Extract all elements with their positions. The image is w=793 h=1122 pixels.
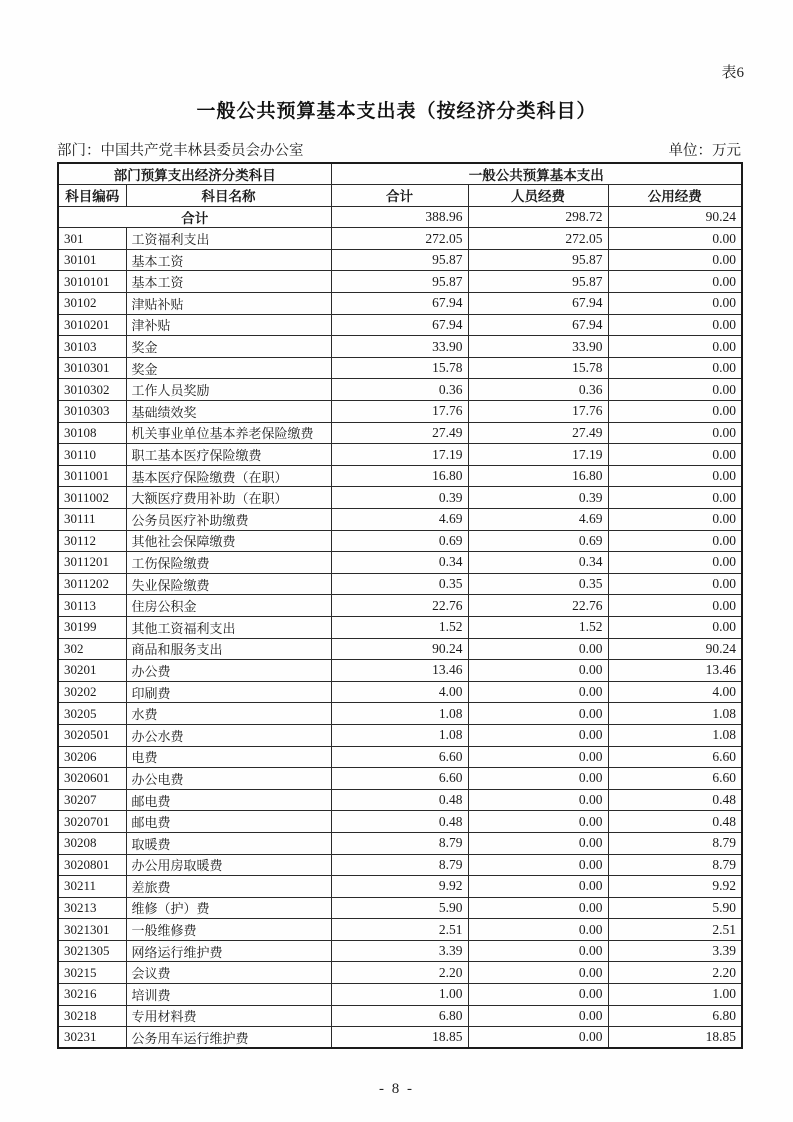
subject-code-cell: 3021301 xyxy=(58,919,126,941)
grand-total-label: 合计 xyxy=(58,206,331,228)
personnel-amount-cell: 0.34 xyxy=(468,552,608,574)
subject-code-cell: 3010201 xyxy=(58,314,126,336)
page-title: 一般公共预算基本支出表（按经济分类科目） xyxy=(196,101,597,122)
subject-name-cell: 电费 xyxy=(126,746,331,768)
table-row xyxy=(58,832,742,854)
table-row xyxy=(58,681,742,703)
table-body xyxy=(58,206,742,1048)
personnel-amount-cell: 0.00 xyxy=(468,940,608,962)
subject-code-cell: 30215 xyxy=(58,962,126,984)
personnel-amount-cell: 16.80 xyxy=(468,465,608,487)
public-amount-cell: 0.00 xyxy=(608,616,742,638)
total-amount-cell: 16.80 xyxy=(331,465,468,487)
table-row xyxy=(58,854,742,876)
public-amount-cell: 13.46 xyxy=(608,660,742,682)
personnel-amount-cell: 0.00 xyxy=(468,638,608,660)
public-amount-cell: 8.79 xyxy=(608,854,742,876)
table-row xyxy=(58,336,742,358)
total-amount-cell: 13.46 xyxy=(331,660,468,682)
table-row xyxy=(58,1027,742,1049)
grand-total-row xyxy=(58,206,742,228)
subject-code-cell: 3011001 xyxy=(58,465,126,487)
public-amount-cell: 0.00 xyxy=(608,422,742,444)
table-row xyxy=(58,422,742,444)
subject-name-cell: 职工基本医疗保险缴费 xyxy=(126,444,331,466)
total-amount-cell: 27.49 xyxy=(331,422,468,444)
table-row xyxy=(58,595,742,617)
total-amount-cell: 0.48 xyxy=(331,811,468,833)
table-row xyxy=(58,401,742,423)
subject-code-cell: 30202 xyxy=(58,681,126,703)
subject-name-cell: 网络运行维护费 xyxy=(126,940,331,962)
total-amount-cell: 6.80 xyxy=(331,1005,468,1027)
subject-code-cell: 30113 xyxy=(58,595,126,617)
subject-code-cell: 3020601 xyxy=(58,768,126,790)
personnel-amount-cell: 95.87 xyxy=(468,249,608,271)
subject-name-cell: 津贴补贴 xyxy=(126,293,331,315)
personnel-amount-cell: 0.00 xyxy=(468,681,608,703)
total-amount-cell: 17.76 xyxy=(331,401,468,423)
public-amount-cell: 0.00 xyxy=(608,595,742,617)
personnel-amount-cell: 1.52 xyxy=(468,616,608,638)
subject-name-cell: 大额医疗费用补助（在职） xyxy=(126,487,331,509)
table-row xyxy=(58,293,742,315)
table-row xyxy=(58,897,742,919)
public-amount-cell: 0.00 xyxy=(608,357,742,379)
personnel-amount-cell: 0.00 xyxy=(468,811,608,833)
subject-name-cell: 公务用车运行维护费 xyxy=(126,1027,331,1049)
subject-code-cell: 3010303 xyxy=(58,401,126,423)
subject-code-cell: 3011201 xyxy=(58,552,126,574)
total-amount-cell: 6.60 xyxy=(331,768,468,790)
table-row xyxy=(58,465,742,487)
total-amount-cell: 3.39 xyxy=(331,940,468,962)
subject-code-cell: 30206 xyxy=(58,746,126,768)
table-row xyxy=(58,271,742,293)
public-amount-cell: 0.00 xyxy=(608,293,742,315)
subject-name-cell: 住房公积金 xyxy=(126,595,331,617)
total-amount-cell: 8.79 xyxy=(331,832,468,854)
subject-name-cell: 奖金 xyxy=(126,336,331,358)
table-row xyxy=(58,984,742,1006)
personnel-amount-cell: 0.00 xyxy=(468,984,608,1006)
public-amount-cell: 90.24 xyxy=(608,638,742,660)
personnel-amount-cell: 0.00 xyxy=(468,854,608,876)
total-amount-cell: 90.24 xyxy=(331,638,468,660)
personnel-amount-cell: 0.00 xyxy=(468,660,608,682)
total-amount-cell: 0.39 xyxy=(331,487,468,509)
subject-name-cell: 其他社会保障缴费 xyxy=(126,530,331,552)
total-amount-cell: 17.19 xyxy=(331,444,468,466)
public-amount-cell: 4.00 xyxy=(608,681,742,703)
table-row xyxy=(58,530,742,552)
total-amount-cell: 2.51 xyxy=(331,919,468,941)
grand-total-personnel: 298.72 xyxy=(468,206,608,228)
column-header-code: 科目编码 xyxy=(58,185,126,207)
subject-name-cell: 一般维修费 xyxy=(126,919,331,941)
subject-code-cell: 30231 xyxy=(58,1027,126,1049)
public-amount-cell: 0.00 xyxy=(608,228,742,250)
table-row xyxy=(58,811,742,833)
public-amount-cell: 18.85 xyxy=(608,1027,742,1049)
public-amount-cell: 0.00 xyxy=(608,271,742,293)
total-amount-cell: 0.69 xyxy=(331,530,468,552)
subject-code-cell: 30207 xyxy=(58,789,126,811)
subject-name-cell: 办公用房取暖费 xyxy=(126,854,331,876)
personnel-amount-cell: 0.00 xyxy=(468,1027,608,1049)
subject-name-cell: 其他工资福利支出 xyxy=(126,616,331,638)
public-amount-cell: 0.00 xyxy=(608,444,742,466)
subject-code-cell: 30110 xyxy=(58,444,126,466)
subject-name-cell: 会议费 xyxy=(126,962,331,984)
grand-total-total: 388.96 xyxy=(331,206,468,228)
total-amount-cell: 9.92 xyxy=(331,876,468,898)
public-amount-cell: 0.00 xyxy=(608,379,742,401)
grand-total-public: 90.24 xyxy=(608,206,742,228)
public-amount-cell: 8.79 xyxy=(608,832,742,854)
personnel-amount-cell: 22.76 xyxy=(468,595,608,617)
total-amount-cell: 1.08 xyxy=(331,703,468,725)
table-row xyxy=(58,660,742,682)
personnel-amount-cell: 67.94 xyxy=(468,314,608,336)
subject-code-cell: 30112 xyxy=(58,530,126,552)
header-group-left: 部门预算支出经济分类科目 xyxy=(58,163,331,185)
subject-code-cell: 30201 xyxy=(58,660,126,682)
subject-name-cell: 办公电费 xyxy=(126,768,331,790)
personnel-amount-cell: 0.00 xyxy=(468,746,608,768)
public-amount-cell: 2.51 xyxy=(608,919,742,941)
subject-code-cell: 30213 xyxy=(58,897,126,919)
personnel-amount-cell: 95.87 xyxy=(468,271,608,293)
public-amount-cell: 0.00 xyxy=(608,509,742,531)
subject-name-cell: 办公水费 xyxy=(126,724,331,746)
personnel-amount-cell: 0.36 xyxy=(468,379,608,401)
table-row xyxy=(58,703,742,725)
column-header-public: 公用经费 xyxy=(608,185,742,207)
total-amount-cell: 0.36 xyxy=(331,379,468,401)
subject-code-cell: 3010301 xyxy=(58,357,126,379)
personnel-amount-cell: 17.76 xyxy=(468,401,608,423)
table-row xyxy=(58,487,742,509)
personnel-amount-cell: 67.94 xyxy=(468,293,608,315)
subject-code-cell: 3020701 xyxy=(58,811,126,833)
subject-name-cell: 水费 xyxy=(126,703,331,725)
subject-name-cell: 津补贴 xyxy=(126,314,331,336)
budget-table xyxy=(57,162,743,1049)
subject-name-cell: 培训费 xyxy=(126,984,331,1006)
subject-code-cell: 30216 xyxy=(58,984,126,1006)
public-amount-cell: 0.00 xyxy=(608,487,742,509)
subject-name-cell: 基础绩效奖 xyxy=(126,401,331,423)
subject-code-cell: 30208 xyxy=(58,832,126,854)
subject-code-cell: 30199 xyxy=(58,616,126,638)
total-amount-cell: 18.85 xyxy=(331,1027,468,1049)
table-row xyxy=(58,638,742,660)
table-row xyxy=(58,724,742,746)
subject-name-cell: 专用材料费 xyxy=(126,1005,331,1027)
personnel-amount-cell: 272.05 xyxy=(468,228,608,250)
total-amount-cell: 95.87 xyxy=(331,249,468,271)
public-amount-cell: 1.08 xyxy=(608,724,742,746)
personnel-amount-cell: 17.19 xyxy=(468,444,608,466)
personnel-amount-cell: 0.00 xyxy=(468,897,608,919)
subject-name-cell: 商品和服务支出 xyxy=(126,638,331,660)
personnel-amount-cell: 0.00 xyxy=(468,703,608,725)
subject-code-cell: 3011202 xyxy=(58,573,126,595)
total-amount-cell: 272.05 xyxy=(331,228,468,250)
subject-code-cell: 3021305 xyxy=(58,940,126,962)
public-amount-cell: 1.00 xyxy=(608,984,742,1006)
subject-name-cell: 公务员医疗补助缴费 xyxy=(126,509,331,531)
public-amount-cell: 0.00 xyxy=(608,249,742,271)
public-amount-cell: 0.00 xyxy=(608,552,742,574)
public-amount-cell: 0.00 xyxy=(608,573,742,595)
subject-name-cell: 工资福利支出 xyxy=(126,228,331,250)
public-amount-cell: 0.00 xyxy=(608,530,742,552)
public-amount-cell: 0.00 xyxy=(608,401,742,423)
personnel-amount-cell: 0.00 xyxy=(468,724,608,746)
meta-line xyxy=(57,139,741,160)
personnel-amount-cell: 27.49 xyxy=(468,422,608,444)
table-row xyxy=(58,919,742,941)
public-amount-cell: 9.92 xyxy=(608,876,742,898)
subject-name-cell: 基本工资 xyxy=(126,249,331,271)
table-row xyxy=(58,444,742,466)
personnel-amount-cell: 0.00 xyxy=(468,789,608,811)
table-row xyxy=(58,962,742,984)
table-row xyxy=(58,552,742,574)
subject-name-cell: 邮电费 xyxy=(126,789,331,811)
column-header-total: 合计 xyxy=(331,185,468,207)
subject-code-cell: 3020501 xyxy=(58,724,126,746)
subject-code-cell: 30101 xyxy=(58,249,126,271)
subject-code-cell: 30211 xyxy=(58,876,126,898)
table-row xyxy=(58,509,742,531)
table-row xyxy=(58,876,742,898)
table-row xyxy=(58,940,742,962)
table-row xyxy=(58,249,742,271)
total-amount-cell: 0.48 xyxy=(331,789,468,811)
total-amount-cell: 0.35 xyxy=(331,573,468,595)
subject-name-cell: 机关事业单位基本养老保险缴费 xyxy=(126,422,331,444)
subject-name-cell: 印刷费 xyxy=(126,681,331,703)
public-amount-cell: 3.39 xyxy=(608,940,742,962)
subject-code-cell: 30103 xyxy=(58,336,126,358)
table-row xyxy=(58,789,742,811)
total-amount-cell: 4.69 xyxy=(331,509,468,531)
personnel-amount-cell: 0.00 xyxy=(468,768,608,790)
total-amount-cell: 95.87 xyxy=(331,271,468,293)
total-amount-cell: 67.94 xyxy=(331,293,468,315)
personnel-amount-cell: 15.78 xyxy=(468,357,608,379)
personnel-amount-cell: 0.35 xyxy=(468,573,608,595)
personnel-amount-cell: 0.00 xyxy=(468,1005,608,1027)
table-row xyxy=(58,357,742,379)
subject-code-cell: 3010302 xyxy=(58,379,126,401)
public-amount-cell: 0.00 xyxy=(608,314,742,336)
subject-name-cell: 奖金 xyxy=(126,357,331,379)
subject-name-cell: 工伤保险缴费 xyxy=(126,552,331,574)
subject-code-cell: 30102 xyxy=(58,293,126,315)
table-row xyxy=(58,616,742,638)
public-amount-cell: 6.60 xyxy=(608,768,742,790)
subject-name-cell: 差旅费 xyxy=(126,876,331,898)
public-amount-cell: 1.08 xyxy=(608,703,742,725)
subject-code-cell: 3011002 xyxy=(58,487,126,509)
table-row xyxy=(58,746,742,768)
subject-code-cell: 30205 xyxy=(58,703,126,725)
unit-label: 单位：万元 xyxy=(668,143,741,159)
table-row xyxy=(58,573,742,595)
subject-code-cell: 30218 xyxy=(58,1005,126,1027)
total-amount-cell: 5.90 xyxy=(331,897,468,919)
personnel-amount-cell: 0.00 xyxy=(468,832,608,854)
subject-code-cell: 30108 xyxy=(58,422,126,444)
table-row xyxy=(58,768,742,790)
column-header-name: 科目名称 xyxy=(126,185,331,207)
table-row xyxy=(58,379,742,401)
subject-name-cell: 维修（护）费 xyxy=(126,897,331,919)
column-header-personnel: 人员经费 xyxy=(468,185,608,207)
total-amount-cell: 15.78 xyxy=(331,357,468,379)
personnel-amount-cell: 0.00 xyxy=(468,919,608,941)
public-amount-cell: 6.80 xyxy=(608,1005,742,1027)
total-amount-cell: 1.08 xyxy=(331,724,468,746)
subject-name-cell: 办公费 xyxy=(126,660,331,682)
total-amount-cell: 0.34 xyxy=(331,552,468,574)
subject-code-cell: 301 xyxy=(58,228,126,250)
total-amount-cell: 6.60 xyxy=(331,746,468,768)
personnel-amount-cell: 4.69 xyxy=(468,509,608,531)
total-amount-cell: 1.00 xyxy=(331,984,468,1006)
header-columns-row xyxy=(58,185,742,207)
personnel-amount-cell: 0.00 xyxy=(468,876,608,898)
subject-name-cell: 基本医疗保险缴费（在职） xyxy=(126,465,331,487)
table-tag: 表6 xyxy=(721,65,744,81)
public-amount-cell: 6.60 xyxy=(608,746,742,768)
total-amount-cell: 1.52 xyxy=(331,616,468,638)
public-amount-cell: 5.90 xyxy=(608,897,742,919)
personnel-amount-cell: 0.39 xyxy=(468,487,608,509)
personnel-amount-cell: 33.90 xyxy=(468,336,608,358)
header-group-row xyxy=(58,163,742,185)
subject-code-cell: 3020801 xyxy=(58,854,126,876)
public-amount-cell: 0.48 xyxy=(608,789,742,811)
total-amount-cell: 67.94 xyxy=(331,314,468,336)
header-group-right: 一般公共预算基本支出 xyxy=(331,163,742,185)
table-row xyxy=(58,228,742,250)
total-amount-cell: 4.00 xyxy=(331,681,468,703)
public-amount-cell: 2.20 xyxy=(608,962,742,984)
subject-name-cell: 基本工资 xyxy=(126,271,331,293)
table-row xyxy=(58,1005,742,1027)
subject-code-cell: 30111 xyxy=(58,509,126,531)
total-amount-cell: 33.90 xyxy=(331,336,468,358)
total-amount-cell: 8.79 xyxy=(331,854,468,876)
department-label: 部门：中国共产党丰林县委员会办公室 xyxy=(57,143,304,159)
total-amount-cell: 2.20 xyxy=(331,962,468,984)
public-amount-cell: 0.00 xyxy=(608,465,742,487)
subject-name-cell: 取暖费 xyxy=(126,832,331,854)
subject-code-cell: 3010101 xyxy=(58,271,126,293)
subject-name-cell: 邮电费 xyxy=(126,811,331,833)
public-amount-cell: 0.00 xyxy=(608,336,742,358)
public-amount-cell: 0.48 xyxy=(608,811,742,833)
table-row xyxy=(58,314,742,336)
subject-code-cell: 302 xyxy=(58,638,126,660)
page-number: - 8 - xyxy=(379,1081,414,1097)
table-header xyxy=(58,163,742,206)
subject-name-cell: 失业保险缴费 xyxy=(126,573,331,595)
total-amount-cell: 22.76 xyxy=(331,595,468,617)
personnel-amount-cell: 0.00 xyxy=(468,962,608,984)
subject-name-cell: 工作人员奖励 xyxy=(126,379,331,401)
personnel-amount-cell: 0.69 xyxy=(468,530,608,552)
